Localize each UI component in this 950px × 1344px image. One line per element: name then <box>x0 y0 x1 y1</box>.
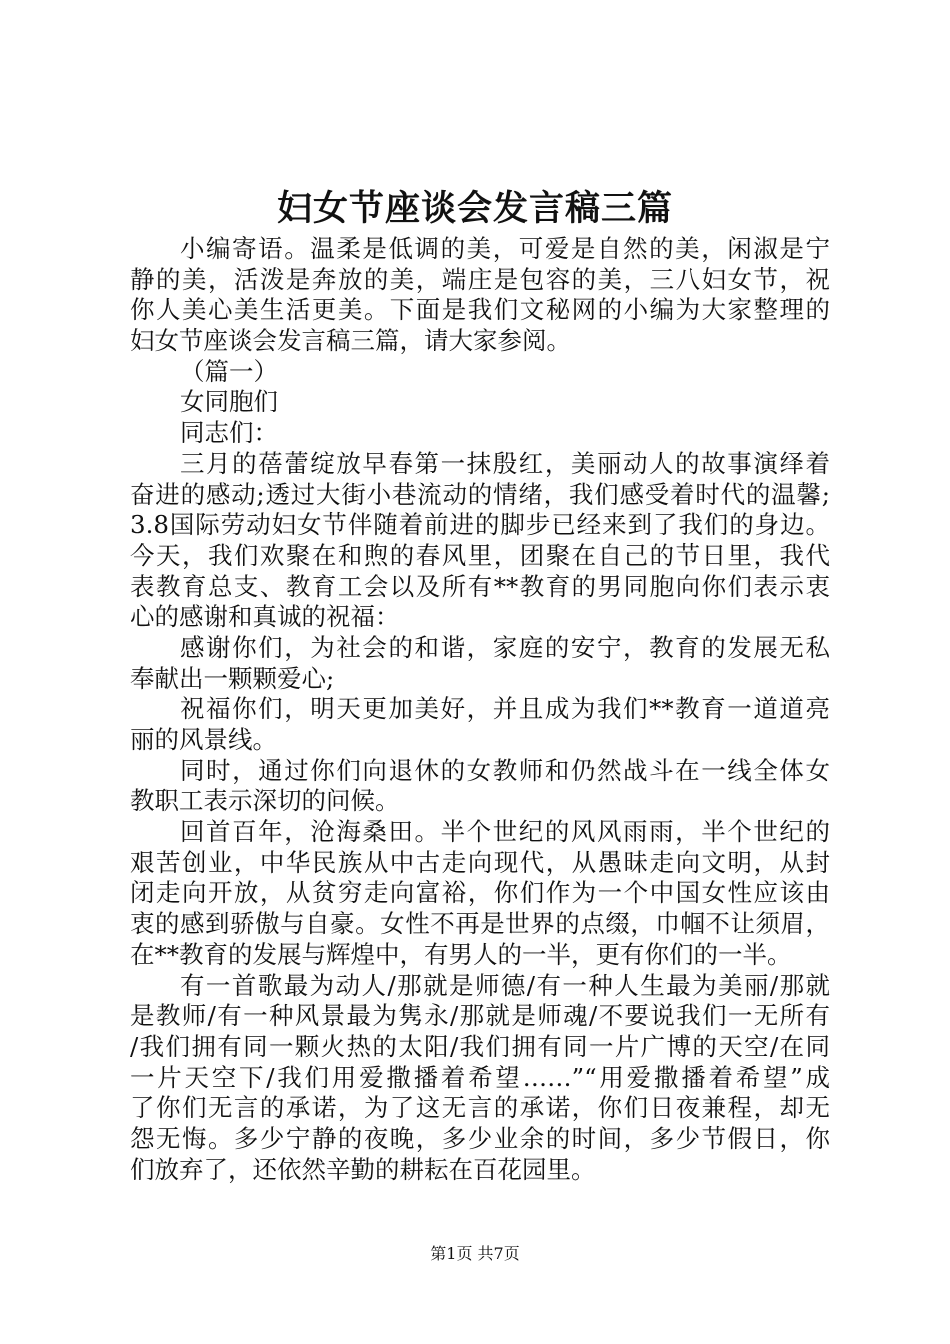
text-line: 衷的感到骄傲与自豪。女性不再是世界的点缀，巾帼不让须眉， <box>130 909 830 939</box>
text-line: 感谢你们，为社会的和谐，家庭的安宁，教育的发展无私 <box>180 632 830 662</box>
text-line: 今天，我们欢聚在和煦的春风里，团聚在自己的节日里，我代 <box>130 540 830 570</box>
text-line: 奉献出一颗颗爱心; <box>130 663 335 693</box>
text-line: （篇一） <box>180 356 278 386</box>
text-line: 祝福你们，明天更加美好，并且成为我们**教育一道道亮 <box>180 694 830 724</box>
text-line: 同志们： <box>180 418 278 448</box>
text-line: 怨无悔。多少宁静的夜晚，多少业余的时间，多少节假日，你 <box>130 1123 830 1153</box>
text-line: 妇女节座谈会发言稿三篇，请大家参阅。 <box>130 326 571 356</box>
text-line: 在**教育的发展与辉煌中，有男人的一半，更有你们的一半。 <box>130 939 792 969</box>
document-body <box>130 234 830 1185</box>
text-line: 同时，通过你们向退休的女教师和仍然战斗在一线全体女 <box>180 755 830 785</box>
text-line: 了你们无言的承诺，为了这无言的承诺，你们日夜兼程，却无 <box>130 1093 830 1123</box>
text-line: 小编寄语。温柔是低调的美，可爱是自然的美，闲淑是宁 <box>180 234 830 263</box>
text-line: 表教育总支、教育工会以及所有**教育的男同胞向你们表示衷 <box>130 571 830 601</box>
text-line: 丽的风景线。 <box>130 725 277 754</box>
text-line: 静的美，活泼是奔放的美，端庄是包容的美，三八妇女节，祝 <box>130 264 830 294</box>
text-line: 是教师/有一种风景最为隽永/那就是师魂/不要说我们一无所有 <box>130 1001 830 1031</box>
text-line: 心的感谢和真诚的祝福： <box>130 602 400 632</box>
text-line: 教职工表示深切的问候。 <box>130 786 400 816</box>
text-line: 艰苦创业，中华民族从中古走向现代，从愚昧走向文明，从封 <box>130 847 830 877</box>
text-line: 女同胞们 <box>180 387 278 417</box>
document-title: 妇女节座谈会发言稿三篇 <box>276 188 673 229</box>
text-line: 3.8国际劳动妇女节伴随着前进的脚步已经来到了我们的身边。 <box>130 510 830 540</box>
text-line: 三月的蓓蕾绽放早春第一抹殷红，美丽动人的故事演绎着 <box>180 448 830 478</box>
text-line: 你人美心美生活更美。下面是我们文秘网的小编为大家整理的 <box>130 295 830 325</box>
page-footer: 第1页 共7页 <box>430 1244 520 1263</box>
text-line: 一片天空下/我们用爱撒播着希望……”“用爱撒播着希望”成 <box>130 1062 830 1092</box>
text-line: 们放弃了，还依然辛勤的耕耘在百花园里。 <box>130 1154 596 1184</box>
text-line: 闭走向开放，从贫穷走向富裕，你们作为一个中国女性应该由 <box>130 878 830 908</box>
text-line: /我们拥有同一颗火热的太阳/我们拥有同一片广博的天空/在同 <box>130 1031 830 1061</box>
text-line: 有一首歌最为动人/那就是师德/有一种人生最为美丽/那就 <box>180 970 830 1000</box>
text-line: 奋进的感动;透过大街小巷流动的情绪，我们感受着时代的温馨; <box>130 479 830 509</box>
text-line: 回首百年，沧海桑田。半个世纪的风风雨雨，半个世纪的 <box>180 817 830 847</box>
